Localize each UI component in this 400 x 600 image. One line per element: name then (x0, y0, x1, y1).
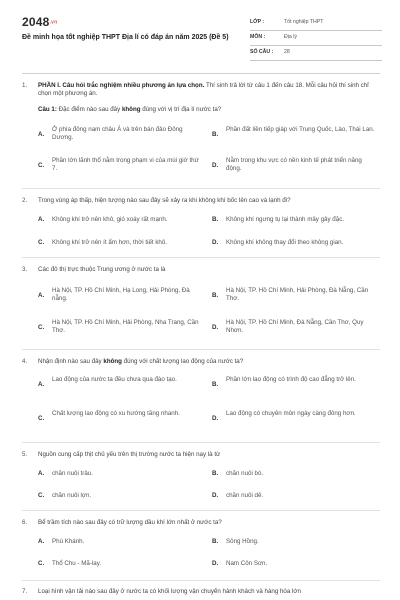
logo-text: 2048 (22, 15, 50, 29)
option-letter: D. (212, 324, 219, 331)
question-emphasis: không (103, 358, 122, 365)
meta-key: SỐ CÂU : (250, 49, 274, 56)
option-text: Lao động có chuyên môn ngày càng đông hơn. (226, 410, 356, 417)
option-text: Phần lớn lao động có trình độ cao đẳng trở lên. (226, 376, 356, 383)
option-letter: D. (212, 560, 219, 567)
option-letter: C. (38, 560, 45, 567)
option-letter: C. (38, 162, 45, 169)
question-text: Loại hình vận tải nào sau đây ở nước ta có khối lượng vận chuyển hành khách và hàng hóa lớn (38, 588, 301, 595)
section-instructions: Thí sinh trả lời từ câu 1 đến câu 18. Mỗi câu hỏi thí sinh chỉ chọn một phương án. (38, 82, 369, 98)
question-number: 6. (22, 519, 28, 526)
exam-title: Đề minh họa tốt nghiệp THPT Địa lí có đáp án năm 2025 (Đề 5) (22, 34, 229, 41)
option-letter: A. (38, 538, 45, 545)
meta-value: Địa lý (284, 34, 297, 41)
meta-value: 28 (284, 49, 290, 56)
option-letter: C. (38, 492, 45, 499)
option-text: chăn nuôi trâu. (52, 470, 93, 477)
option-letter: B. (212, 131, 219, 138)
question-number: 3. (22, 266, 28, 273)
option-text: Chất lượng lao động có xu hướng tăng nhanh. (52, 410, 180, 417)
option-letter: B. (212, 538, 219, 545)
question-1 (22, 82, 380, 192)
question-text: Các đô thị trực thuộc Trung ương ở nước ta là (38, 266, 166, 273)
question-number: 7. (22, 588, 28, 595)
option-text: Ở phía đông nam châu Á và trên bán đảo Đông Dương. (52, 126, 183, 142)
option-text: Lao động của nước ta đều chưa qua đào tạo. (52, 376, 177, 383)
option-text: Phần lớn lãnh thổ nằm trong phạm vi của múi giờ thứ 7. (52, 157, 199, 173)
meta-row-subject (250, 31, 382, 46)
site-logo[interactable] (22, 14, 57, 30)
question-number: 4. (22, 358, 28, 365)
option-letter: D. (212, 239, 219, 246)
question-5 (22, 451, 380, 509)
option-letter: B. (212, 381, 219, 388)
question-text-part: đúng với chất lượng lao động của nước ta? (121, 358, 244, 365)
option-letter: A. (38, 131, 45, 138)
exam-meta-table (250, 16, 382, 61)
option-text: Phần đất liền tiếp giáp với Trung Quốc, Lào, Thái Lan. (226, 126, 375, 133)
header (22, 14, 382, 66)
question-text: Nguồn cung cấp thịt chủ yếu trên thị trường nước ta hiện nay là từ (38, 451, 221, 458)
question-divider (22, 188, 380, 189)
question-3 (22, 266, 380, 346)
question-divider (22, 442, 380, 443)
option-letter: D. (212, 415, 219, 422)
option-letter: B. (212, 216, 219, 223)
question-divider (22, 257, 380, 258)
question-divider (22, 349, 380, 350)
question-intro (38, 82, 378, 99)
meta-key: MÔN : (250, 34, 266, 41)
question-number: 1. (22, 82, 28, 89)
option-text: Hà Nội, TP. Hồ Chí Minh, Đà Nẵng, Cần Thơ, Quy Nhơn. (226, 319, 364, 335)
meta-key: LỚP : (250, 19, 265, 26)
option-letter: A. (38, 216, 45, 223)
question-text (38, 358, 378, 366)
question-text-part: Đặc điểm nào sau đây (56, 106, 122, 113)
option-letter: D. (212, 492, 219, 499)
option-text: Hà Nội, TP. Hồ Chí Minh, Hải Phòng, Nha Trang, Cần Thơ. (52, 319, 199, 335)
question-7 (22, 588, 380, 600)
header-divider (22, 73, 380, 74)
question-text-part: đúng với vị trí địa lí nước ta? (140, 106, 222, 113)
question-text (38, 106, 378, 114)
option-text: Không khí trở nên khô, gió xoáy rất mạnh. (52, 216, 168, 223)
option-text: chăn nuôi lợn. (52, 492, 92, 499)
option-text: Hà Nội, TP. Hồ Chí Minh, Hạ Long, Hải Phòng, Đà nẵng. (52, 287, 190, 303)
meta-row-count (250, 46, 382, 61)
option-text: Không khí không thay đổi theo không gian. (226, 239, 344, 246)
option-text: Sông Hồng. (226, 538, 259, 545)
option-letter: C. (38, 239, 45, 246)
question-number: 5. (22, 451, 28, 458)
option-letter: A. (38, 470, 45, 477)
option-letter: B. (212, 470, 219, 477)
option-letter: A. (38, 381, 45, 388)
option-text: Không khí ngưng tụ lại thành mây gây đặc. (226, 216, 345, 223)
option-text: Nam Côn Sơn. (226, 560, 268, 567)
option-letter: D. (212, 162, 219, 169)
meta-value: Tốt nghiệp THPT (284, 19, 324, 26)
option-text: Không khí trở nên ít ẩm hơn, thời tiết khô. (52, 239, 168, 246)
logo-suffix: .vn (49, 19, 58, 26)
question-divider (22, 510, 380, 511)
question-6 (22, 519, 380, 577)
option-text: chăn nuôi dê. (226, 492, 264, 499)
option-letter: A. (38, 292, 45, 299)
question-text: Bể trầm tích nào sau đây có trữ lượng dầu khí lớn nhất ở nước ta? (38, 519, 222, 526)
option-text: Nằm trong khu vực có nền kinh tế phát triển năng động. (226, 157, 362, 173)
question-number: 2. (22, 197, 28, 204)
option-text: Thổ Chu - Mã-lay. (52, 560, 102, 567)
option-text: chăn nuôi bò. (226, 470, 264, 477)
question-emphasis: không (121, 106, 141, 113)
meta-row-class (250, 16, 382, 31)
section-heading: PHẦN I. Câu hỏi trắc nghiệm nhiều phương án lựa chọn. (38, 82, 205, 89)
question-divider (22, 580, 380, 581)
option-letter: B. (212, 292, 219, 299)
option-letter: C. (38, 324, 45, 331)
question-text: Trong vùng áp thấp, hiện tượng nào sau đây sẽ xảy ra khi không khí bốc lên cao và lạnh đi? (38, 197, 291, 204)
option-text: Phú Khánh. (52, 538, 85, 545)
question-text-part: Nhận định nào sau đây (38, 358, 104, 365)
option-text: Hà Nội, TP. Hồ Chí Minh, Hải Phòng, Đà Nẵng, Cần Thơ. (226, 287, 369, 303)
question-2 (22, 197, 380, 257)
sub-question-label: Câu 1: (38, 106, 57, 113)
question-4 (22, 358, 380, 438)
option-letter: C. (38, 415, 45, 422)
